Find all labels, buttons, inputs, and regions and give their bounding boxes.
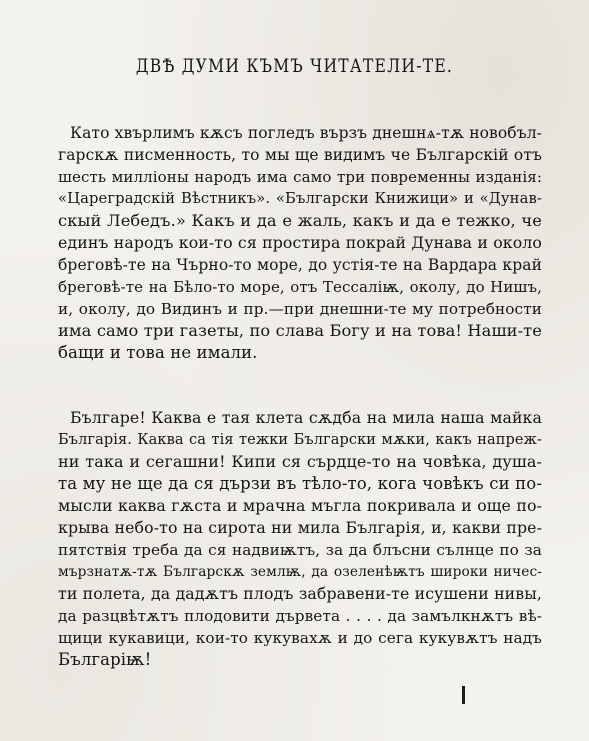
text-line: Българе! Каква е тая клета сѫдба на мила наша майка bbox=[70, 408, 542, 427]
text-line: и, околу, до Видинъ и пр.—при днешни-те му потребности bbox=[58, 300, 542, 318]
text-line: да разцвѣтѫтъ плодовити дървета . . . . да замълкнѫтъ вѣ- bbox=[58, 607, 542, 625]
text-line: гарскѫ писменность, то мы ще видимъ че Българскій отъ bbox=[58, 146, 542, 164]
text-line: щици кукавици, кои-то кукувахѫ и до сега кукувѫтъ надъ bbox=[58, 629, 542, 647]
page-number-mark bbox=[462, 686, 465, 704]
text-line: мысли каква гѫста и мрачна мъгла покривала и още по- bbox=[58, 496, 542, 515]
text-line: ни така и сегашни! Кипи ся сърдце-то на човѣка, душа- bbox=[58, 452, 542, 471]
paragraph-2 bbox=[58, 407, 542, 671]
text-line: «Цареградскій Вѣстникъ». «Български Книжици» и «Дунав- bbox=[58, 190, 542, 207]
text-line: бреговѣ-те на Бѣло-то море, отъ Тессаліѭ, околу, до Нишъ, bbox=[58, 278, 542, 296]
text-line: Като хвърлимъ кѫсъ погледъ вързъ днешнѧ-тѫ новобъл- bbox=[70, 124, 542, 142]
text-line: Българія. Каква са тія тежки Български мѫки, какъ напреж- bbox=[58, 432, 542, 448]
text-line: та му не ще да ся дързи въ тѣло-то, кога човѣкъ си по- bbox=[58, 474, 542, 493]
page-title: ДВѢ ДУМИ КЪМЪ ЧИТАТЕЛИ-ТЕ. bbox=[135, 55, 454, 77]
text-line: единъ народъ кои-то ся простира покрай Дунава и около bbox=[58, 233, 542, 252]
paragraph-1 bbox=[58, 122, 542, 364]
text-line: бащи и това не имали. bbox=[58, 343, 258, 362]
text-line: има само три газеты, по слава Богу и на това! Наши-те bbox=[58, 321, 542, 340]
text-line: мързнатѫ-тѫ Българскѫ землѭ, да озеленѣѭтъ широки ничес- bbox=[58, 564, 542, 580]
text-line: скый Лебедъ.» Какъ и да е жаль, какъ и да е тежко, че bbox=[58, 211, 542, 230]
text-line: бреговѣ-те на Чърно-то море, до устія-те на Вардара край bbox=[58, 256, 542, 274]
text-line: ти полета, да дадѫтъ плодъ забравени-те исушени нивы, bbox=[58, 584, 542, 603]
text-line: шесть милліоны народъ има само три повременны изданія: bbox=[58, 168, 542, 186]
text-line: крыва небо-то на сирота ни мила Българія, и, какви пре- bbox=[58, 518, 542, 537]
text-line: пятствія треба да ся надвиѭтъ, за да блъсни сълнце по за bbox=[58, 541, 542, 559]
text-line: Българіѭ! bbox=[58, 650, 152, 669]
